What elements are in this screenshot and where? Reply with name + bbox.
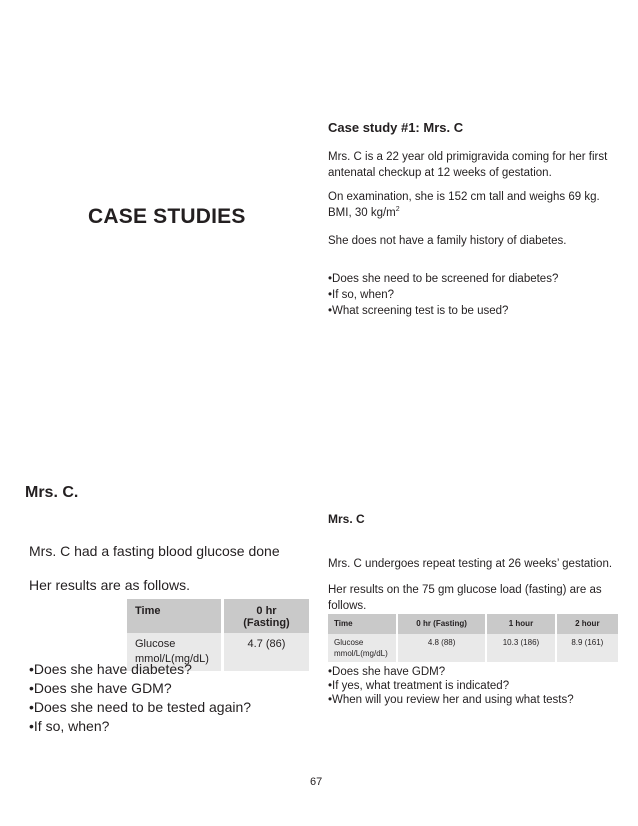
bmi-text	[328, 205, 400, 221]
table-header: Time	[127, 599, 221, 633]
table-cell: 8.9 (161)	[557, 634, 618, 662]
results-text: Her results are as follows.	[29, 577, 191, 593]
table-cell: 4.7 (86)	[224, 633, 309, 671]
table-header-row	[328, 614, 618, 634]
repeat-testing-text: Mrs. C undergoes repeat testing at 26 weeks’ gestation.	[328, 558, 613, 570]
bmi-label: BMI, 30 kg/m	[328, 207, 396, 219]
bmi-superscript: 2	[395, 206, 400, 214]
table-header: 0 hr (Fasting)	[398, 614, 485, 634]
page-number: 67	[310, 776, 323, 788]
question-item: •Does she need to be screened for diabetes?	[328, 273, 559, 285]
question-item: •If so, when?	[328, 289, 395, 301]
glucose-load-text: Her results on the 75 gm glucose load (fasting) are as follows.	[328, 584, 602, 612]
row-label	[328, 634, 396, 662]
table-cell: 4.8 (88)	[398, 634, 485, 662]
question-item: •When will you review her and using what tests?	[328, 694, 574, 706]
family-history-text: She does not have a family history of diabetes.	[328, 235, 567, 247]
question-item: •Does she need to be tested again?	[29, 699, 252, 715]
mrs-c-heading-2: Mrs. C	[328, 512, 365, 526]
row-label-line: mmol/L(mg/dL)	[334, 649, 388, 658]
table-cell: 10.3 (186)	[487, 634, 554, 662]
examination-text: On examination, she is 152 cm tall and weighs 69 kg.	[328, 191, 600, 203]
question-item: •What screening test is to be used?	[328, 305, 509, 317]
table-header-row	[127, 599, 309, 633]
table-header: 1 hour	[487, 614, 554, 634]
ogtt-results-table	[328, 614, 618, 662]
table-header: 0 hr (Fasting)	[224, 599, 309, 633]
table-row	[328, 634, 618, 662]
question-item: •Does she have GDM?	[328, 666, 446, 678]
row-label-line: Glucose	[334, 638, 364, 647]
fasting-text: Mrs. C had a fasting blood glucose done	[29, 543, 280, 559]
mrs-c-heading: Mrs. C.	[25, 484, 79, 501]
case-studies-title: CASE STUDIES	[88, 205, 246, 228]
question-item: •Does she have diabetes?	[29, 661, 192, 677]
row-label-line: mmol/L(mg/dL)	[135, 653, 209, 665]
row-label-line: Glucose	[135, 638, 176, 650]
question-item: •If so, when?	[29, 718, 110, 734]
question-item: •Does she have GDM?	[29, 680, 172, 696]
question-item: •If yes, what treatment is indicated?	[328, 680, 510, 692]
table-header: 2 hour	[557, 614, 618, 634]
case-study-intro: Mrs. C is a 22 year old primigravida coming for her first antenatal checkup at 12 weeks of gestation.	[328, 151, 608, 179]
table-header: Time	[328, 614, 396, 634]
case-study-heading: Case study #1: Mrs. C	[328, 120, 464, 135]
